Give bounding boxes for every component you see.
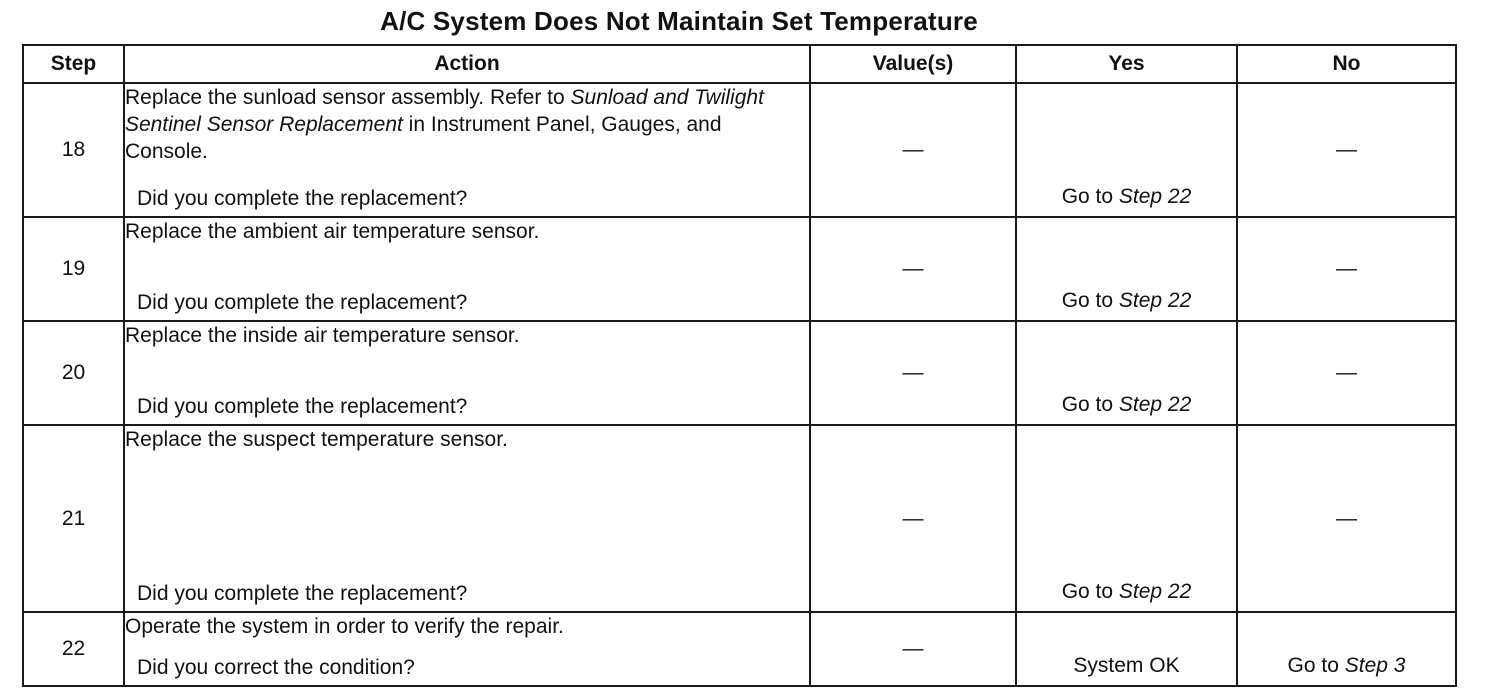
table-row <box>23 321 1456 425</box>
yes-prefix: System OK <box>1073 654 1180 677</box>
action-cell <box>124 83 810 217</box>
value-cell: — <box>810 425 1016 612</box>
no-cell: — <box>1237 83 1456 217</box>
action-question: Did you complete the replacement? <box>137 291 468 314</box>
header-yes: Yes <box>1016 45 1237 83</box>
action-text-part: Replace the ambient air temperature sensor. <box>125 220 540 243</box>
yes-cell <box>1016 425 1237 612</box>
no-result <box>1238 653 1455 679</box>
action-text-part: Operate the system in order to verify the repair. <box>125 615 564 638</box>
header-action: Action <box>124 45 810 83</box>
action-cell <box>124 425 810 612</box>
header-row <box>23 45 1456 83</box>
yes-result <box>1017 579 1236 605</box>
yes-prefix: Go to <box>1061 393 1119 416</box>
document-title: A/C System Does Not Maintain Set Temperature <box>380 6 978 36</box>
diagnostic-table <box>22 44 1457 687</box>
no-step-link: Step 3 <box>1344 654 1406 677</box>
yes-cell <box>1016 612 1237 686</box>
action-cell <box>124 217 810 321</box>
yes-step-link: Step 22 <box>1118 185 1192 208</box>
yes-result <box>1017 392 1236 418</box>
step-number: 21 <box>23 425 124 612</box>
action-text-part: Replace the inside air temperature sensor. <box>125 324 520 347</box>
yes-cell <box>1016 83 1237 217</box>
yes-prefix: Go to <box>1061 289 1119 312</box>
header-values: Value(s) <box>810 45 1016 83</box>
action-question: Did you correct the condition? <box>137 656 415 679</box>
action-question: Did you complete the replacement? <box>137 395 468 418</box>
action-question: Did you complete the replacement? <box>137 187 468 210</box>
value-cell: — <box>810 217 1016 321</box>
action-text <box>125 218 809 245</box>
table-row <box>23 425 1456 612</box>
step-number: 22 <box>23 612 124 686</box>
value-cell: — <box>810 612 1016 686</box>
step-number: 20 <box>23 321 124 425</box>
header-no: No <box>1237 45 1456 83</box>
action-reference: Sunload and Twilight Sentinel Sensor Replacement <box>125 86 764 136</box>
table-row <box>23 83 1456 217</box>
no-cell <box>1237 612 1456 686</box>
action-text <box>125 613 809 640</box>
value-cell: — <box>810 321 1016 425</box>
action-text <box>125 426 809 453</box>
yes-result <box>1017 653 1236 679</box>
action-text-part: in Instrument Panel, Gauges, and Console. <box>125 113 722 163</box>
yes-step-link: Step 22 <box>1118 580 1192 603</box>
yes-cell <box>1016 321 1237 425</box>
action-text-part: Replace the suspect temperature sensor. <box>125 428 508 451</box>
table-row <box>23 217 1456 321</box>
no-prefix: Go to <box>1287 654 1345 677</box>
step-number: 18 <box>23 83 124 217</box>
yes-result <box>1017 184 1236 210</box>
action-text <box>125 322 809 349</box>
action-question: Did you complete the replacement? <box>137 582 468 605</box>
yes-prefix: Go to <box>1061 580 1119 603</box>
action-cell <box>124 321 810 425</box>
action-text-part: Replace the sunload sensor assembly. Refer to <box>125 86 571 109</box>
no-cell: — <box>1237 321 1456 425</box>
table-row <box>23 612 1456 686</box>
value-cell: — <box>810 83 1016 217</box>
no-cell: — <box>1237 425 1456 612</box>
no-cell: — <box>1237 217 1456 321</box>
action-cell <box>124 612 810 686</box>
step-number: 19 <box>23 217 124 321</box>
yes-cell <box>1016 217 1237 321</box>
action-text <box>125 84 809 165</box>
yes-result <box>1017 288 1236 314</box>
yes-prefix: Go to <box>1061 185 1119 208</box>
yes-step-link: Step 22 <box>1118 289 1192 312</box>
header-step: Step <box>23 45 124 83</box>
yes-step-link: Step 22 <box>1118 393 1192 416</box>
